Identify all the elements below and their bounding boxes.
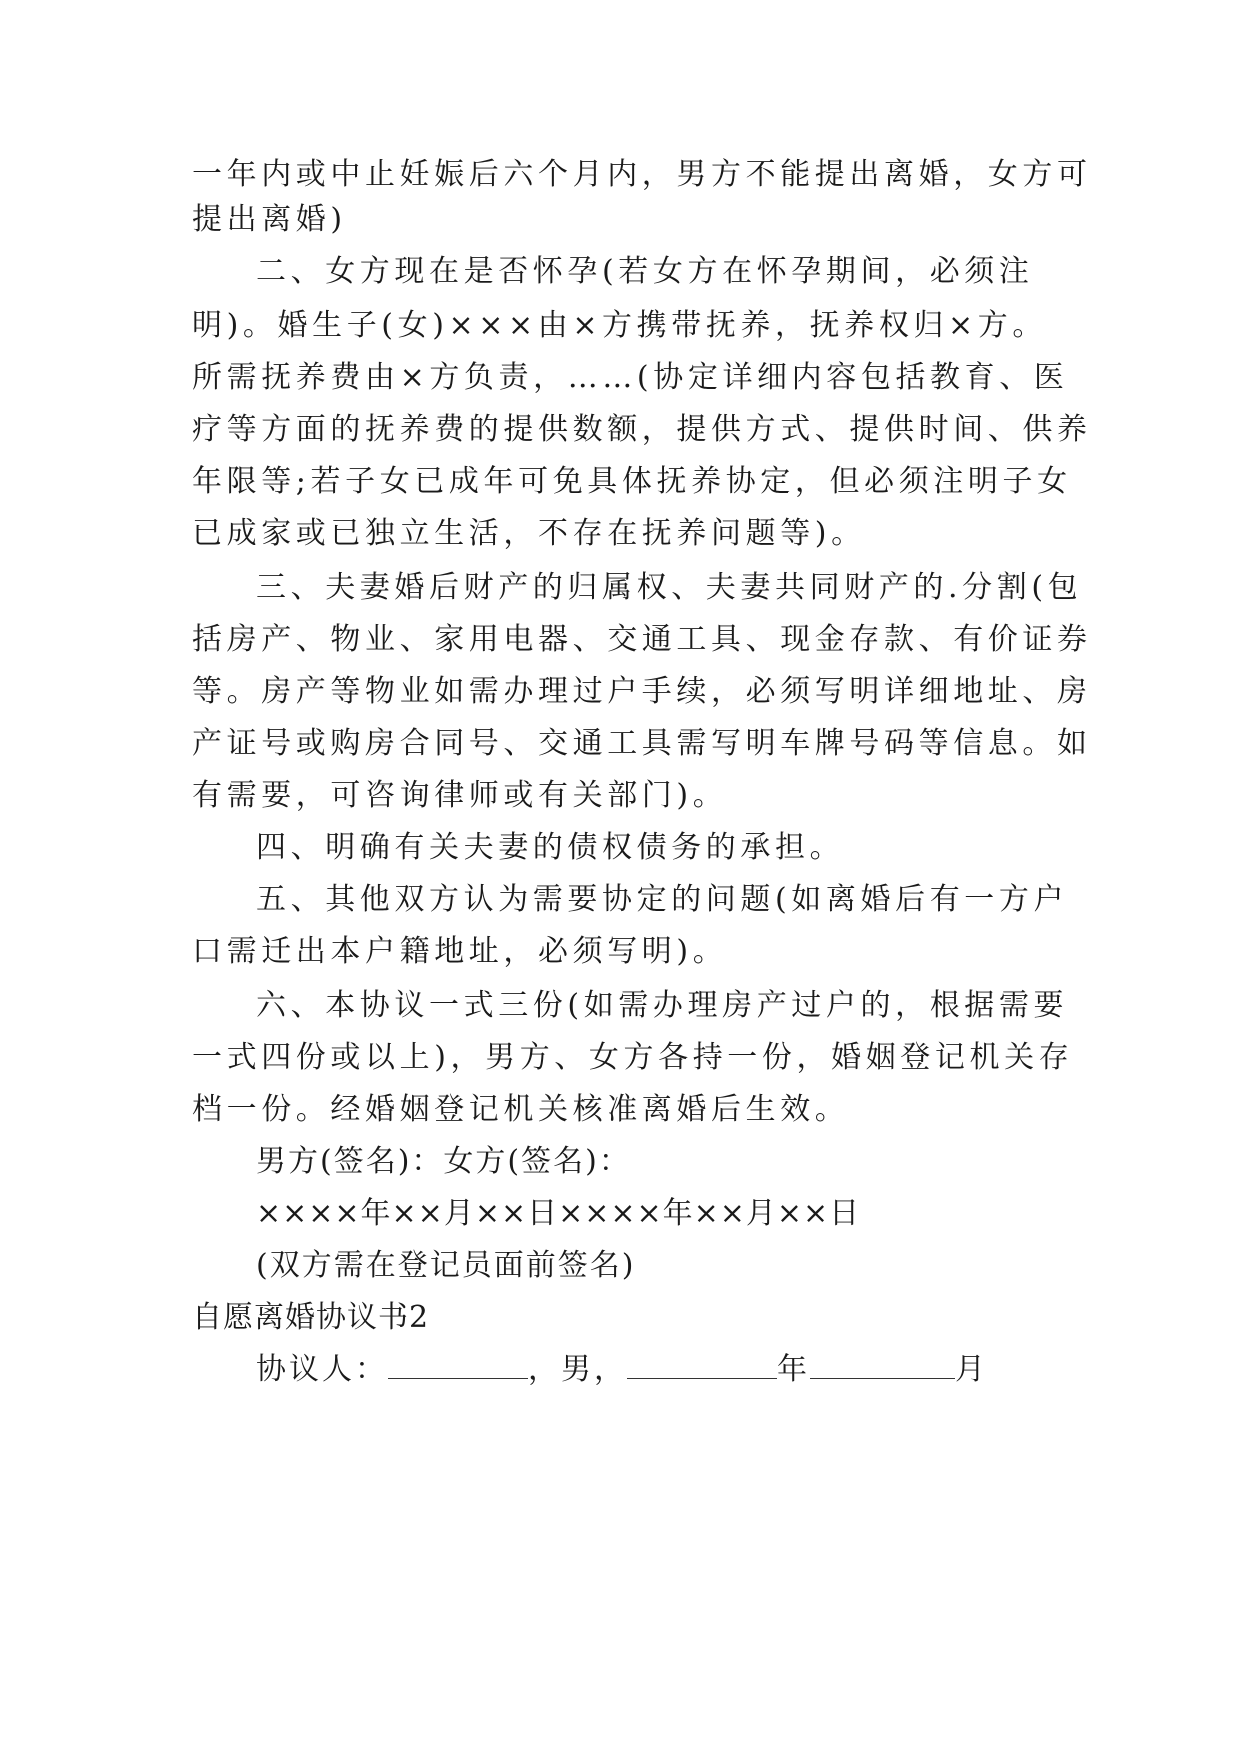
date-line: ××××年××月××日××××年××月××日	[256, 1196, 861, 1231]
signature-line: 男方(签名)：女方(签名)：	[256, 1144, 631, 1179]
text-line: 疗等方面的抚养费的提供数额，提供方式、提供时间、供养	[192, 412, 1092, 447]
text-line: 明)。婚生子(女)×××由×方携带抚养，抚养权归×方。	[192, 308, 1047, 343]
text-line: 三、夫妻婚后财产的归属权、夫妻共同财产的.分割(包	[256, 570, 1083, 605]
month-text: 月	[955, 1352, 988, 1387]
name-blank	[388, 1352, 528, 1379]
agreement-label: 协议人：	[256, 1352, 388, 1387]
text-line: 等。房产等物业如需办理过户手续，必须写明详细地址、房	[192, 674, 1092, 709]
year-text: 年	[777, 1352, 810, 1387]
section-heading: 自愿离婚协议书2	[192, 1300, 430, 1335]
text-line: 五、其他双方认为需要协定的问题(如离婚后有一方户	[256, 882, 1069, 917]
note-line: (双方需在登记员面前签名)	[256, 1248, 636, 1283]
agreement-party-line	[256, 1350, 988, 1390]
text-line: 已成家或已独立生活，不存在抚养问题等)。	[192, 516, 866, 551]
gender-text: ，男，	[528, 1352, 627, 1387]
text-line: 年限等;若子女已成年可免具体抚养协定，但必须注明子女	[192, 464, 1072, 499]
text-line: 六、本协议一式三份(如需办理房产过户的，根据需要	[256, 988, 1069, 1023]
year-blank	[627, 1352, 777, 1379]
text-line: 所需抚养费由×方负责，……(协定详细内容包括教育、医	[192, 360, 1069, 395]
text-line: 档一份。经婚姻登记机关核准离婚后生效。	[192, 1092, 850, 1127]
text-line: 括房产、物业、家用电器、交通工具、现金存款、有价证券	[192, 622, 1092, 657]
month-blank	[810, 1352, 955, 1379]
text-line: 口需迁出本户籍地址，必须写明)。	[192, 934, 728, 969]
text-line: 四、明确有关夫妻的债权债务的承担。	[256, 830, 845, 865]
text-line: 提出离婚)	[192, 202, 347, 237]
text-line: 一年内或中止妊娠后六个月内，男方不能提出离婚，女方可	[192, 157, 1092, 192]
text-line: 一式四份或以上)，男方、女方各持一份，婚姻登记机关存	[192, 1040, 1074, 1075]
text-line: 有需要，可咨询律师或有关部门)。	[192, 778, 728, 813]
text-line: 二、女方现在是否怀孕(若女方在怀孕期间，必须注	[256, 254, 1034, 289]
text-line: 产证号或购房合同号、交通工具需写明车牌号码等信息。如	[192, 726, 1092, 761]
